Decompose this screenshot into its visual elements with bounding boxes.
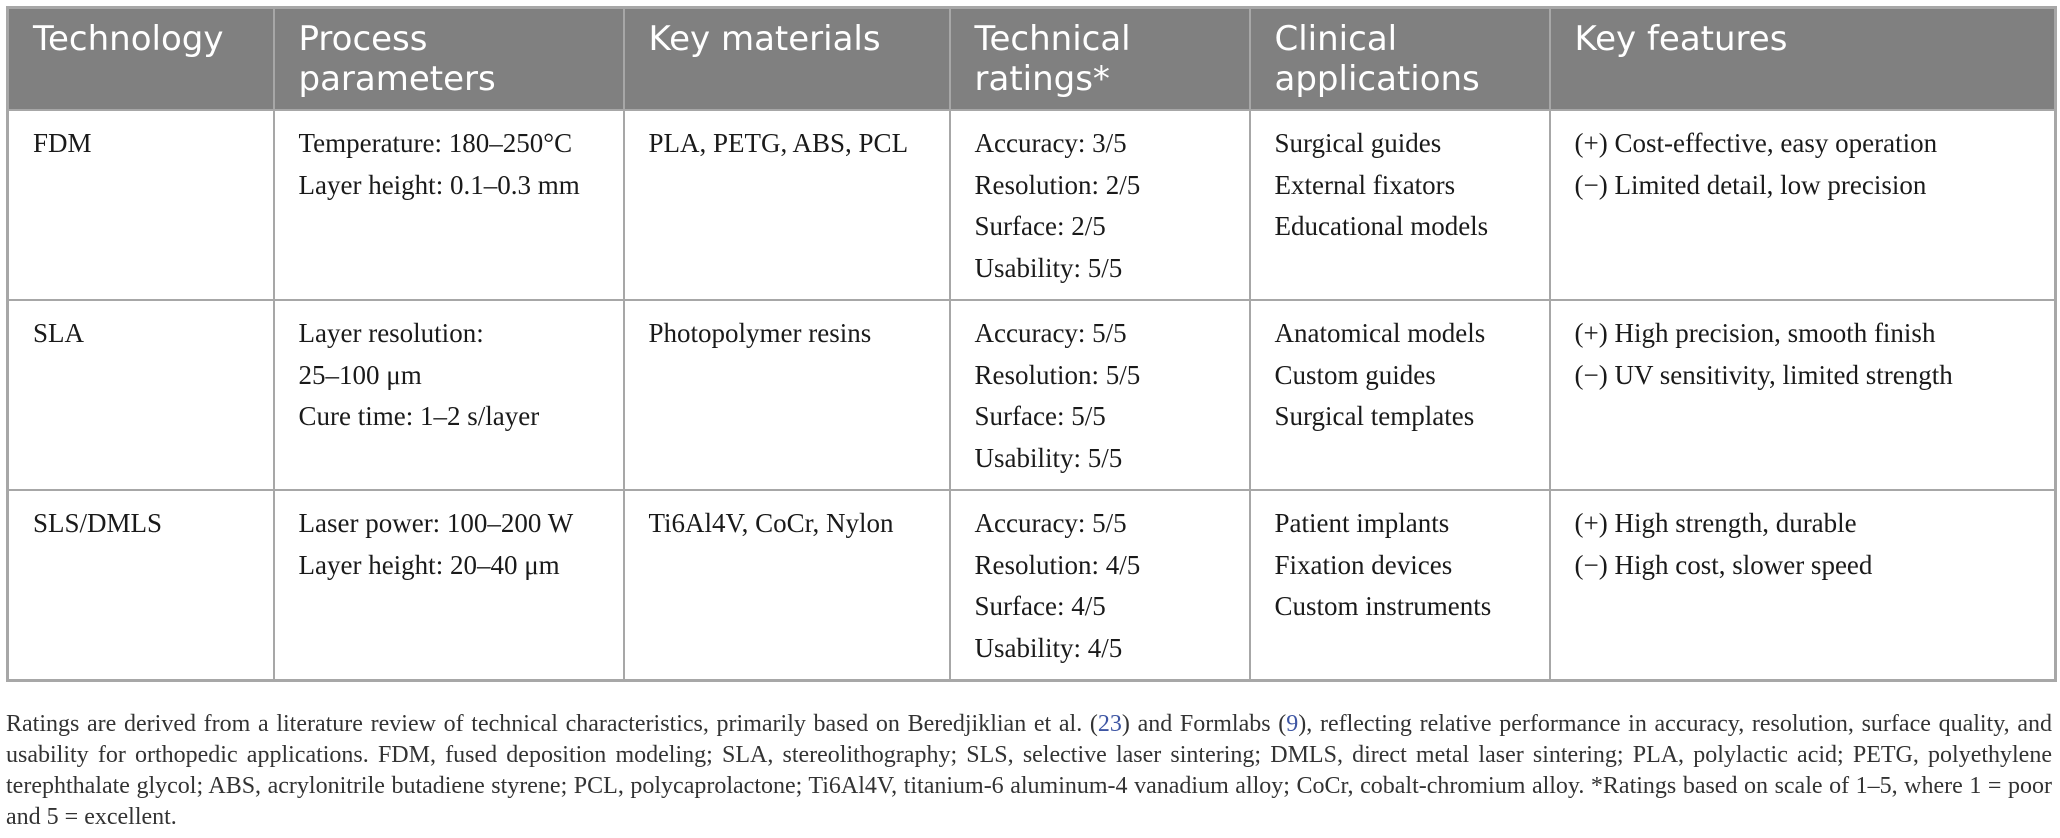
cell-line: Usability: 4/5	[974, 632, 1123, 663]
cell-line: Ti6Al4V, CoCr, Nylon	[648, 508, 894, 538]
cell-technical-ratings	[950, 300, 1250, 490]
cell-line: Photopolymer resins	[648, 318, 872, 348]
citation-link-9[interactable]: 9	[1286, 711, 1299, 737]
citation-link-23[interactable]: 23	[1097, 711, 1122, 737]
cell-line: Surface: 2/5	[974, 211, 1106, 241]
cell-line: Layer resolution:	[298, 318, 484, 348]
table-row	[8, 490, 2056, 681]
column-header-technical-ratings: Technical ratings*	[950, 8, 1250, 111]
cell-line: External fixators	[1274, 169, 1456, 200]
cell-line: Surgical templates	[1274, 401, 1475, 431]
footnote-text: ) and Formlabs (	[1121, 711, 1287, 737]
cell-line: FDM	[33, 128, 92, 158]
cell-line: (−) Limited detail, low precision	[1574, 169, 1927, 200]
cell-line: Surface: 5/5	[974, 401, 1106, 431]
cell-clinical-applications	[1250, 300, 1550, 490]
cell-line: PLA, PETG, ABS, PCL	[648, 128, 909, 158]
cell-line: Anatomical models	[1274, 318, 1486, 348]
cell-line: SLA	[33, 318, 85, 348]
cell-line: Laser power: 100–200 W	[298, 508, 574, 538]
cell-line: Resolution: 2/5	[974, 169, 1141, 200]
cell-line: Surgical guides	[1274, 128, 1442, 158]
cell-line: Cure time: 1–2 s/layer	[298, 401, 540, 431]
footnote-text: ), reflecting relative performance in accuracy, resolution, surface quality, and usability for orthopedic applications. FDM, fused deposition modeling; SLA, stereolithography; SLS, selective laser sintering; DMLS, direct metal laser sintering; PLA, polylactic acid; PETG, polyethylene terephthalate glycol; ABS, acrylonitrile butadiene styrene; PCL, polycaprolactone; Ti6Al4V, titanium-6 aluminum-4 vanadium alloy; CoCr, cobalt-chromium alloy. *Ratings based on scale of 1–5, where 1 = poor and 5 = excellent.	[6, 711, 2053, 830]
cell-line: Accuracy: 5/5	[974, 318, 1127, 348]
cell-line: Resolution: 4/5	[974, 549, 1141, 580]
cell-line: Educational models	[1274, 211, 1489, 241]
cell-line: 25–100 μm	[298, 359, 422, 390]
column-header-key-materials: Key materials	[624, 8, 950, 111]
cell-line: Fixation devices	[1274, 549, 1453, 580]
column-header-clinical-applications: Clinical applications	[1250, 8, 1550, 111]
cell-key-features	[1550, 110, 2056, 300]
table-row	[8, 300, 2056, 490]
cell-line: Surface: 4/5	[974, 591, 1106, 621]
cell-key-materials	[624, 110, 950, 300]
cell-technical-ratings	[950, 490, 1250, 681]
cell-clinical-applications	[1250, 490, 1550, 681]
cell-technology	[8, 490, 274, 681]
cell-line: Custom guides	[1274, 359, 1436, 390]
cell-line: Accuracy: 5/5	[974, 508, 1127, 538]
footnote-text: Ratings are derived from a literature review of technical characteristics, primarily based on Beredjiklian et al. (	[6, 711, 1098, 737]
cell-key-features	[1550, 490, 2056, 681]
cell-line: (−) High cost, slower speed	[1574, 549, 1873, 580]
cell-clinical-applications	[1250, 110, 1550, 300]
cell-line: Layer height: 0.1–0.3 mm	[298, 169, 580, 200]
cell-line: Patient implants	[1274, 508, 1450, 538]
column-header-technology: Technology	[8, 8, 274, 111]
cell-line: Usability: 5/5	[974, 252, 1123, 283]
cell-line: Accuracy: 3/5	[974, 128, 1127, 158]
cell-line: (−) UV sensitivity, limited strength	[1574, 359, 1953, 390]
cell-line: Layer height: 20–40 μm	[298, 549, 560, 580]
cell-process-parameters	[274, 110, 624, 300]
cell-line: SLS/DMLS	[33, 508, 163, 538]
cell-process-parameters	[274, 490, 624, 681]
cell-line: Usability: 5/5	[974, 442, 1123, 473]
column-header-key-features: Key features	[1550, 8, 2056, 111]
comparison-table-container	[6, 6, 2054, 682]
cell-key-features	[1550, 300, 2056, 490]
cell-line: Custom instruments	[1274, 591, 1492, 621]
cell-technology	[8, 110, 274, 300]
cell-line: (+) High precision, smooth finish	[1574, 318, 1936, 348]
technology-comparison-table	[6, 6, 2057, 682]
column-header-process-parameters: Process parameters	[274, 8, 624, 111]
cell-key-materials	[624, 490, 950, 681]
table-footnote	[6, 709, 2052, 833]
cell-technology	[8, 300, 274, 490]
cell-line: Resolution: 5/5	[974, 359, 1141, 390]
cell-process-parameters	[274, 300, 624, 490]
table-row	[8, 110, 2056, 300]
cell-line: (+) High strength, durable	[1574, 508, 1857, 538]
cell-line: Temperature: 180–250°C	[298, 128, 573, 158]
cell-key-materials	[624, 300, 950, 490]
cell-line: (+) Cost-effective, easy operation	[1574, 128, 1938, 158]
cell-technical-ratings	[950, 110, 1250, 300]
table-header-row	[8, 8, 2056, 111]
